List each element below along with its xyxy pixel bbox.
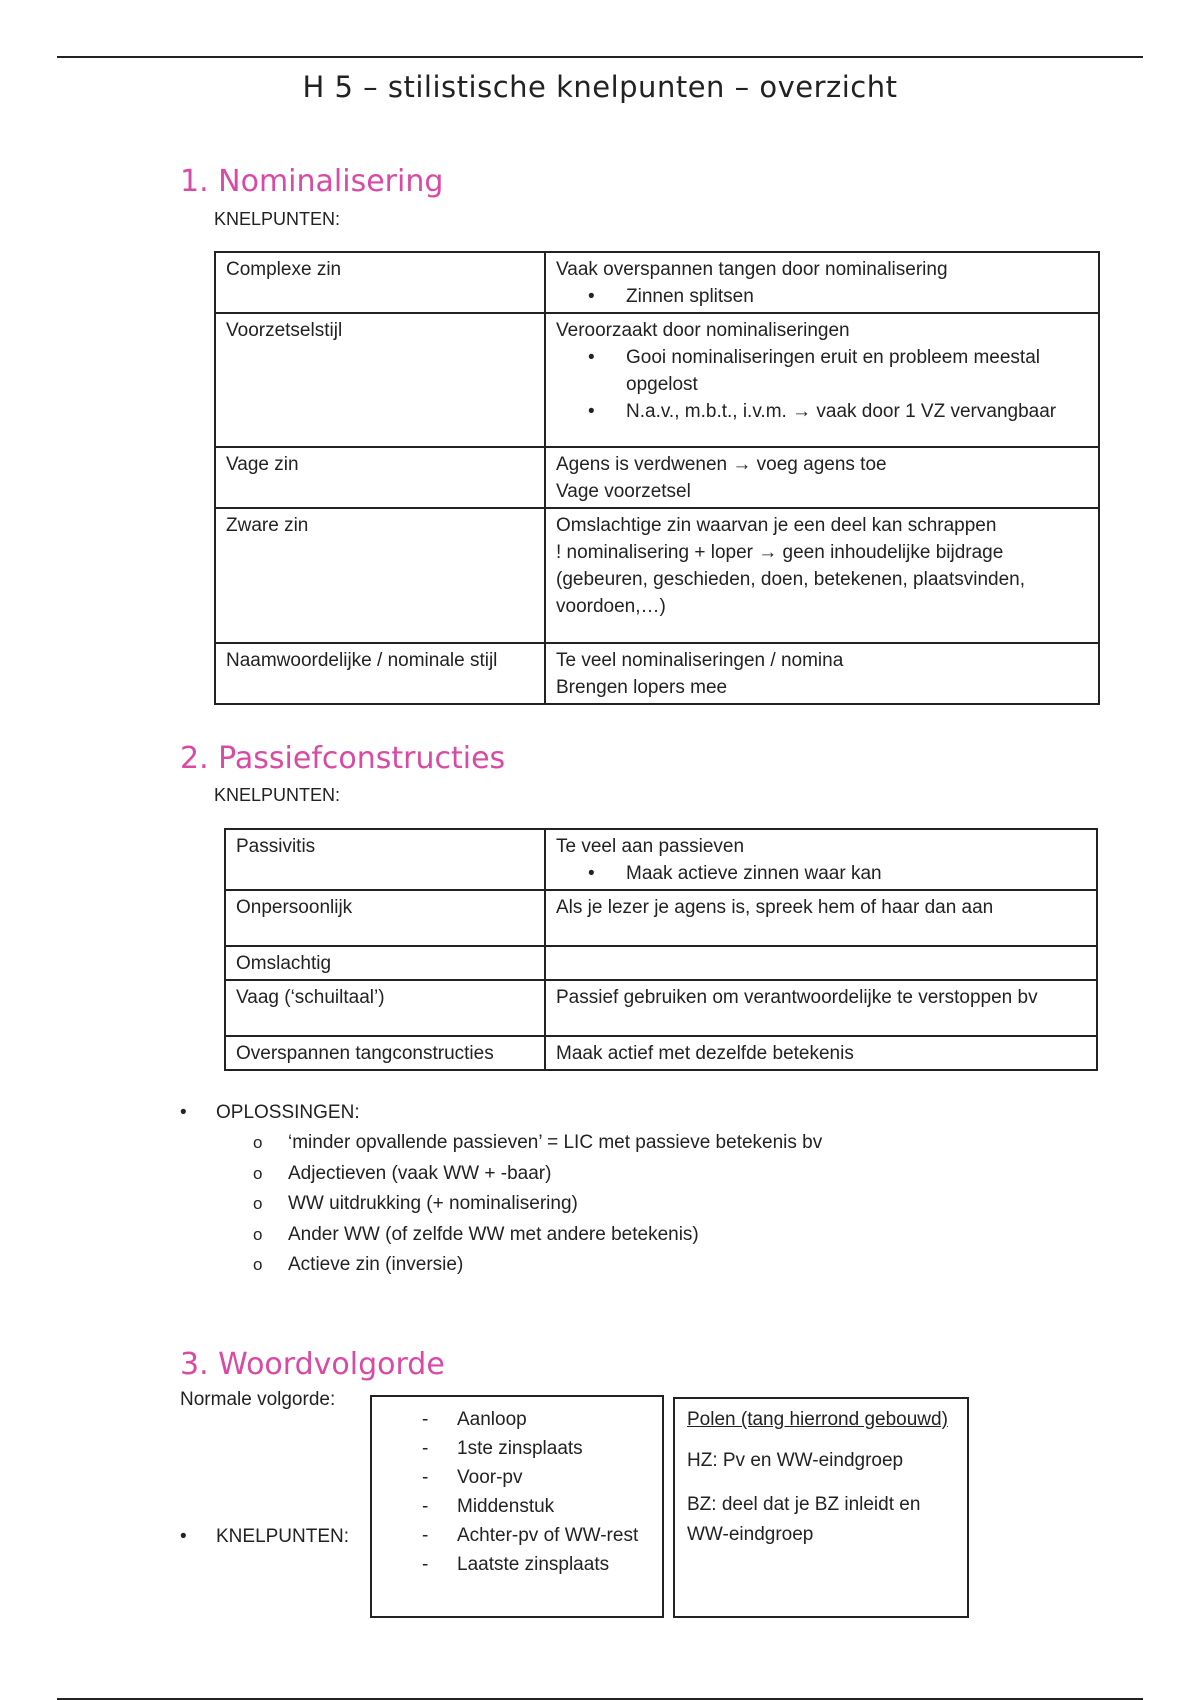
knelpunten-label: KNELPUNTEN:	[214, 785, 341, 805]
description-line: Passief gebruiken om verantwoordelijke te verstoppen bv	[556, 987, 1038, 1008]
description-line: Te veel aan passieven	[556, 836, 745, 857]
bullet-item: • N.a.v., m.b.t., i.v.m. → vaak door 1 VZ vervangbaar	[626, 398, 1088, 425]
table-row	[225, 890, 1097, 946]
description-line: Veroorzaakt door nominaliseringen	[556, 320, 850, 341]
description-line: Vage voorzetsel	[556, 481, 691, 502]
term-cell: Vage zin	[215, 447, 545, 508]
order-item: - Middenstuk	[457, 1492, 662, 1521]
term-cell: Naamwoordelijke / nominale stijl	[215, 643, 545, 704]
bullet-item: • Maak actieve zinnen waar kan	[626, 860, 1086, 887]
description-line: Als je lezer je agens is, spreek hem of haar dan aan	[556, 897, 994, 918]
normal-order-label: Normale volgorde:	[180, 1389, 336, 1410]
description-cell	[545, 890, 1097, 946]
passief-table	[224, 828, 1098, 1071]
nominalisering-table	[214, 251, 1100, 705]
term-cell: Passivitis	[225, 829, 545, 890]
solution-item: o ‘minder opvallende passieven’ = LIC met passieve betekenis bv	[288, 1128, 822, 1159]
description-line: Te veel nominaliseringen / nomina	[556, 650, 844, 671]
term-cell: Zware zin	[215, 508, 545, 643]
order-item: - Aanloop	[457, 1405, 662, 1434]
bullet-item: • Zinnen splitsen	[626, 283, 1088, 310]
pole-item: BZ: deel dat je BZ inleidt en WW-eindgroep	[687, 1494, 921, 1545]
solution-item: o WW uitdrukking (+ nominalisering)	[288, 1189, 822, 1220]
term-cell: Omslachtig	[225, 946, 545, 980]
solution-item: o Adjectieven (vaak WW + -baar)	[288, 1159, 822, 1190]
description-cell	[545, 252, 1099, 313]
description-line: Agens is verdwenen → voeg agens toe	[556, 454, 887, 475]
section-heading-passiefconstructies: 2. Passiefconstructies	[180, 741, 506, 776]
table-row	[225, 829, 1097, 890]
description-line: Omslachtige zin waarvan je een deel kan schrappen	[556, 515, 997, 536]
description-cell	[545, 946, 1097, 980]
description-cell	[545, 829, 1097, 890]
order-item: - 1ste zinsplaats	[457, 1434, 662, 1463]
poles-box	[673, 1397, 969, 1618]
description-line: Maak actief met dezelfde betekenis	[556, 1043, 854, 1064]
top-rule	[57, 56, 1143, 58]
description-cell	[545, 447, 1099, 508]
solutions-label: • OPLOSSINGEN:	[180, 1098, 822, 1128]
order-item: - Laatste zinsplaats	[457, 1550, 662, 1579]
section-heading-nominalisering: 1. Nominalisering	[180, 164, 444, 199]
table-row	[215, 643, 1099, 704]
solutions-list	[180, 1098, 822, 1281]
description-line: Vaak overspannen tangen door nominalisering	[556, 259, 948, 280]
poles-title: Polen (tang hierrond gebouwd)	[687, 1409, 948, 1430]
description-cell	[545, 643, 1099, 704]
pole-item: HZ: Pv en WW-eindgroep	[687, 1450, 904, 1471]
bullet-item: • Gooi nominaliseringen eruit en probleem meestal opgelost	[626, 344, 1088, 398]
table-row	[225, 1036, 1097, 1070]
description-cell	[545, 508, 1099, 643]
term-cell: Voorzetselstijl	[215, 313, 545, 447]
section-heading-woordvolgorde: 3. Woordvolgorde	[180, 1347, 445, 1382]
fade-overlay	[675, 1602, 967, 1616]
order-item: - Voor-pv	[457, 1463, 662, 1492]
description-cell	[545, 313, 1099, 447]
table-row	[215, 252, 1099, 313]
table-row	[225, 946, 1097, 980]
order-item: - Achter-pv of WW-rest	[457, 1521, 662, 1550]
description-cell	[545, 980, 1097, 1036]
solution-item: o Actieve zin (inversie)	[288, 1250, 822, 1281]
term-cell: Onpersoonlijk	[225, 890, 545, 946]
table-row	[225, 980, 1097, 1036]
table-row	[215, 508, 1099, 643]
order-box	[370, 1395, 664, 1618]
description-cell	[545, 1036, 1097, 1070]
term-cell: Overspannen tangconstructies	[225, 1036, 545, 1070]
knelpunten-label: KNELPUNTEN:	[214, 209, 341, 229]
term-cell: Vaag (‘schuiltaal’)	[225, 980, 545, 1036]
table-row	[215, 447, 1099, 508]
description-line: Brengen lopers mee	[556, 677, 728, 698]
table-row	[215, 313, 1099, 447]
term-cell: Complexe zin	[215, 252, 545, 313]
page-title: H 5 – stilistische knelpunten – overzicht	[302, 70, 898, 104]
solution-item: o Ander WW (of zelfde WW met andere betekenis)	[288, 1220, 822, 1251]
description-line: ! nominalisering + loper → geen inhoudelijke bijdrage (gebeuren, geschieden, doen, betekenen, plaatsvinden, voordoen,…)	[556, 542, 1026, 617]
